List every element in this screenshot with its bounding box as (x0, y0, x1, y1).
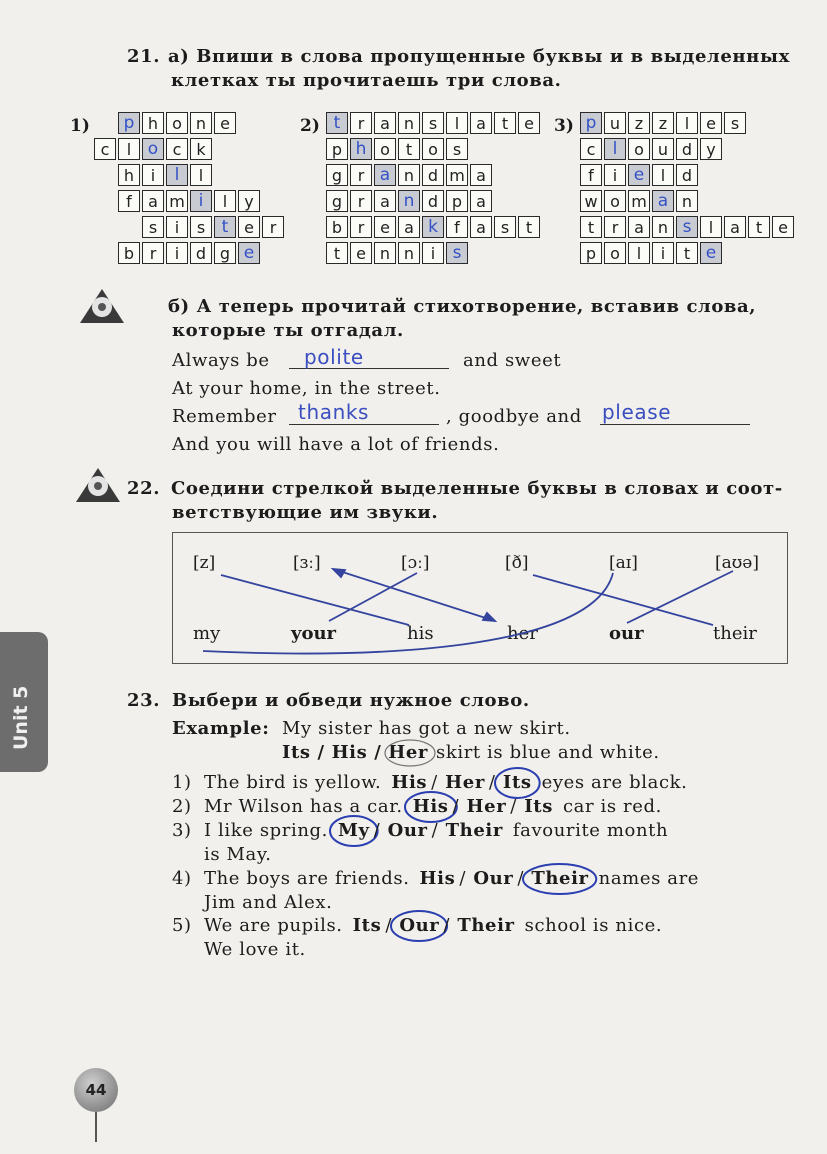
crossword-cell: s (142, 216, 164, 238)
choice-separator: / (443, 915, 451, 936)
answer-circle (328, 813, 380, 849)
crossword-cell: h (142, 112, 164, 134)
answer-circle (389, 908, 449, 944)
crossword-cell: i (652, 242, 674, 264)
word-our: our (609, 623, 644, 644)
crossword-cell: p (580, 112, 602, 134)
crossword-cell: i (190, 190, 212, 212)
choice-option[interactable]: His (391, 772, 428, 793)
item-sentence-cont: We love it. (204, 939, 306, 960)
crossword-cell: p (580, 242, 602, 264)
crossword-cell: a (374, 112, 396, 134)
crossword-cell: f (118, 190, 140, 212)
word-their: their (713, 623, 757, 644)
crossword-cell: b (118, 242, 140, 264)
crossword-cell: t (494, 112, 516, 134)
crossword-cell: l (700, 216, 722, 238)
crossword-cell: a (470, 216, 492, 238)
crossword-cell: e (238, 242, 260, 264)
exercise-22-number: 22. (127, 478, 161, 499)
choice-option[interactable]: Her (445, 772, 485, 793)
example-circle (382, 737, 438, 769)
exercise-21b-instruction-cont: которые ты отгадал. (172, 320, 404, 341)
crossword-cell: o (142, 138, 164, 160)
crossword-cell: c (166, 138, 188, 160)
item-sentence-cont: Jim and Alex. (204, 892, 333, 913)
choice-separator: / (488, 772, 496, 793)
example-sentence: My sister has got a new skirt. (282, 718, 571, 739)
crossword-cell: l (118, 138, 140, 160)
crossword-cell: m (446, 164, 468, 186)
crossword-cell: l (628, 242, 650, 264)
crossword-cell: a (470, 190, 492, 212)
choice-option[interactable]: My (338, 820, 370, 841)
crossword-cell: g (214, 242, 236, 264)
crossword-cell: p (118, 112, 140, 134)
sound-label: [ɔː] (401, 553, 430, 573)
crossword-cell: t (580, 216, 602, 238)
crossword-cell: o (166, 112, 188, 134)
crossword-cell: n (398, 242, 420, 264)
choice-separator: / (459, 868, 466, 889)
crossword-cell: t (326, 242, 348, 264)
crossword-cell: o (604, 242, 626, 264)
matching-lines (173, 533, 787, 663)
crossword-cell: t (214, 216, 236, 238)
sounds-matching-box (172, 532, 788, 664)
crossword-cell: t (518, 216, 540, 238)
unit-label: Unit 5 (10, 685, 32, 750)
crossword-cell: s (494, 216, 516, 238)
crossword-cell: d (422, 190, 444, 212)
handwritten-answer-please: please (602, 400, 672, 424)
exercise-21-instruction: а) Впиши в слова пропущенные буквы и в выделенных (168, 46, 790, 67)
exercise-21-instruction-cont: клетках ты прочитаешь три слова. (171, 70, 562, 91)
crossword-cell: e (700, 242, 722, 264)
item-number: 2) (172, 796, 192, 817)
item-sentence: I like spring. (204, 820, 328, 841)
crossword-cell: n (374, 242, 396, 264)
item-sentence: The bird is yellow. (204, 772, 382, 793)
choice-option[interactable]: Their (531, 868, 589, 889)
puzzle-2-label: 2) (300, 116, 320, 136)
crossword-cell: d (422, 164, 444, 186)
crossword-cell: e (238, 216, 260, 238)
crossword-cell: d (190, 242, 212, 264)
item-sentence: We are pupils. (204, 915, 343, 936)
crossword-cell: f (446, 216, 468, 238)
choice-option[interactable]: Our (473, 868, 514, 889)
choice-option[interactable]: Their (457, 915, 515, 936)
crossword-cell: e (772, 216, 794, 238)
sound-label: [z] (193, 553, 216, 573)
crossword-cell: s (446, 138, 468, 160)
crossword-cell: a (470, 112, 492, 134)
crossword-cell: i (422, 242, 444, 264)
exercise-22-instruction: Соедини стрелкой выделенные буквы в словах и соот- (171, 478, 783, 499)
choice-option[interactable]: Our (387, 820, 428, 841)
item-sentence-end: eyes are black. (541, 772, 688, 793)
page-number: 44 (74, 1068, 118, 1112)
word-my: my (193, 623, 221, 644)
crossword-cell: l (676, 112, 698, 134)
crossword-cell: i (166, 216, 188, 238)
exercise-23-instruction: Выбери и обведи нужное слово. (172, 690, 530, 711)
crossword-cell: s (724, 112, 746, 134)
crossword-cell: n (676, 190, 698, 212)
sound-label: [ɜː] (293, 553, 321, 573)
crossword-cell: u (652, 138, 674, 160)
crossword-cell: e (350, 242, 372, 264)
crossword-cell: e (518, 112, 540, 134)
crossword-cell: c (94, 138, 116, 160)
crossword-cell: a (374, 190, 396, 212)
crossword-cell: d (676, 164, 698, 186)
crossword-cell: o (422, 138, 444, 160)
choice-separator: / (510, 796, 517, 817)
choice-option[interactable]: Its (502, 772, 532, 793)
word-your: your (291, 623, 337, 644)
choice-separator: / (385, 915, 392, 936)
crossword-cell: a (652, 190, 674, 212)
crossword-cell: a (142, 190, 164, 212)
choice-separator: / (431, 820, 439, 841)
crossword-cell: f (580, 164, 602, 186)
crossword-cell: r (350, 216, 372, 238)
crossword-cell: i (142, 164, 164, 186)
choice-separator: / (431, 772, 438, 793)
choice-option[interactable]: Its (352, 915, 382, 936)
crossword-cell: o (604, 190, 626, 212)
poem-line-2: At your home, in the street. (172, 378, 441, 399)
crossword-cell: l (214, 190, 236, 212)
crossword-cell: e (628, 164, 650, 186)
crossword-cell: b (326, 216, 348, 238)
crossword-cell: k (190, 138, 212, 160)
crossword-cell: g (326, 190, 348, 212)
crossword-cell: d (676, 138, 698, 160)
crossword-cell: t (676, 242, 698, 264)
sound-label: [aʊə] (715, 553, 760, 573)
item-sentence-end: car is red. (562, 796, 662, 817)
crossword-cell: s (676, 216, 698, 238)
example-label: Example: (172, 718, 270, 739)
crossword-cell: m (166, 190, 188, 212)
crossword-cell: a (374, 164, 396, 186)
word-her: her (507, 623, 538, 644)
handwritten-answer-polite: polite (304, 345, 364, 369)
crossword-cell: l (190, 164, 212, 186)
crossword-cell: a (724, 216, 746, 238)
exercise-23-number: 23. (127, 690, 161, 711)
crossword-cell: r (350, 190, 372, 212)
crossword-cell: o (628, 138, 650, 160)
choice-separator: / (373, 820, 381, 841)
choice-option[interactable]: His (412, 796, 449, 817)
handwritten-answer-thanks: thanks (298, 400, 370, 424)
crossword-cell: t (748, 216, 770, 238)
item-sentence-end: favourite month (512, 820, 669, 841)
crossword-cell: w (580, 190, 602, 212)
crossword-cell: k (422, 216, 444, 238)
item-number: 3) (172, 820, 192, 841)
poem-line-1b: and sweet (463, 350, 562, 371)
choice-option[interactable]: Her (466, 796, 507, 817)
choice-option[interactable]: Its (524, 796, 553, 817)
item-sentence: The boys are friends. (204, 868, 410, 889)
poem-line-3a: Remember (172, 406, 277, 427)
choice-separator: / (517, 868, 525, 889)
crossword-cell: e (374, 216, 396, 238)
crossword-cell: p (446, 190, 468, 212)
crossword-cell: i (166, 242, 188, 264)
choice-option[interactable]: His (419, 868, 456, 889)
crossword-cell: r (350, 112, 372, 134)
item-sentence-cont: is May. (204, 844, 272, 865)
crossword-cell: c (580, 138, 602, 160)
crossword-cell: h (350, 138, 372, 160)
puzzle-3-label: 3) (554, 116, 574, 136)
crossword-cell: t (398, 138, 420, 160)
crossword-cell: p (326, 138, 348, 160)
crossword-cell: n (398, 164, 420, 186)
crossword-cell: l (604, 138, 626, 160)
star-icon (72, 462, 124, 504)
answer-circle (521, 861, 598, 897)
item-sentence: Mr Wilson has a car. (204, 796, 403, 817)
crossword-cell: l (166, 164, 188, 186)
crossword-cell: g (326, 164, 348, 186)
crossword-cell: h (118, 164, 140, 186)
crossword-cell: o (374, 138, 396, 160)
sound-label: [aɪ] (609, 553, 638, 573)
choice-separator: / (452, 796, 460, 817)
badge-string (95, 1112, 97, 1142)
exercise-22-instruction-cont: ветствующие им звуки. (172, 502, 439, 523)
crossword-cell: t (326, 112, 348, 134)
exercise-21-number: 21. (127, 46, 161, 67)
crossword-cell: r (262, 216, 284, 238)
poem-line-1a: Always be (172, 350, 270, 371)
crossword-cell: y (700, 138, 722, 160)
crossword-cell: r (142, 242, 164, 264)
item-sentence-end: names are (598, 868, 700, 889)
choice-option[interactable]: Our (399, 915, 440, 936)
crossword-cell: n (398, 190, 420, 212)
item-sentence-end: school is nice. (524, 915, 663, 936)
poem-line-4: And you will have a lot of friends. (172, 434, 500, 455)
crossword-cell: z (628, 112, 650, 134)
crossword-cell: l (446, 112, 468, 134)
item-number: 5) (172, 915, 192, 936)
crossword-cell: l (652, 164, 674, 186)
crossword-cell: e (700, 112, 722, 134)
crossword-cell: n (652, 216, 674, 238)
crossword-cell: e (214, 112, 236, 134)
crossword-cell: a (470, 164, 492, 186)
crossword-cell: n (398, 112, 420, 134)
word-his: his (407, 623, 434, 644)
crossword-cell: n (190, 112, 212, 134)
star-icon (76, 283, 128, 325)
crossword-cell: s (422, 112, 444, 134)
crossword-cell: u (604, 112, 626, 134)
crossword-cell: r (350, 164, 372, 186)
poem-line-3b: , goodbye and (446, 406, 582, 427)
crossword-cell: m (628, 190, 650, 212)
item-number: 4) (172, 868, 192, 889)
item-number: 1) (172, 772, 192, 793)
example-choices: Its / His / Her (282, 742, 429, 763)
example-sentence-end: skirt is blue and white. (436, 742, 660, 763)
crossword-cell: i (604, 164, 626, 186)
crossword-cell: a (628, 216, 650, 238)
crossword-cell: y (238, 190, 260, 212)
crossword-cell: s (190, 216, 212, 238)
exercise-21b-instruction: б) А теперь прочитай стихотворение, вставив слова, (168, 296, 757, 317)
puzzle-1-label: 1) (70, 116, 90, 136)
crossword-cell: r (604, 216, 626, 238)
crossword-cell: s (446, 242, 468, 264)
crossword-cell: z (652, 112, 674, 134)
choice-option[interactable]: Their (445, 820, 503, 841)
sound-label: [ð] (505, 553, 529, 573)
crossword-cell: a (398, 216, 420, 238)
unit-side-tab (0, 632, 48, 772)
